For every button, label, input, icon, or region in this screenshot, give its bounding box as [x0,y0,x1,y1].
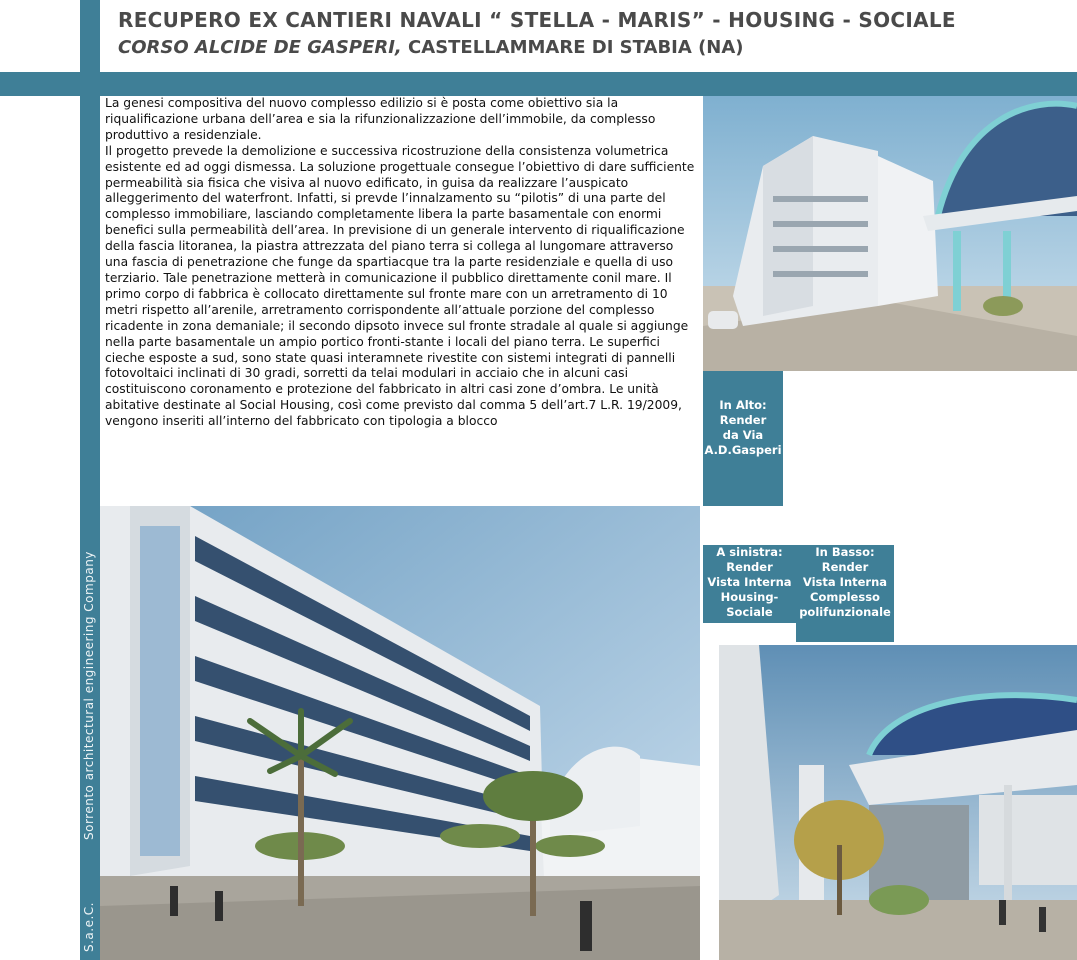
caption-bottom-line-5: polifunzionale [799,605,891,619]
caption-top-line-4: A.D.Gasperi [704,443,782,457]
caption-top-line-3: da Via [722,428,764,442]
caption-bottom-render [796,545,894,642]
header-divider-band [0,72,1077,96]
header-accent-bar [80,0,100,80]
project-description [105,96,699,430]
caption-bottom-line-3: Vista Interna [802,575,888,589]
caption-bottom-line-4: Complesso [810,590,880,604]
caption-left-line-4: Housing-Sociale [720,590,779,619]
render-bottom-right [719,645,1077,960]
caption-bottom-line-1: In Basso: [815,545,875,559]
description-paragraph-1: La genesi compositiva del nuovo complesso edilizio si è posta come obiettivo sia la riqualificazione urbana dell’area e sia la rifunzionalizzazione dell’immobile, da complesso produttivo a residenziale. [105,96,656,142]
company-initials-vertical: S.a.e.C. [82,902,96,952]
address-street: CORSO ALCIDE DE GASPERI, [118,37,402,58]
company-name-vertical: Sorrento architectural engineering Company [82,551,96,840]
caption-top-line-1: In Alto: [719,398,767,412]
render-top-right [703,96,1077,371]
caption-left-line-1: A sinistra: [716,545,783,559]
address-city: CASTELLAMMARE DI STABIA (NA) [401,37,744,58]
caption-left-line-2: Render [726,560,773,574]
caption-bottom-line-2: Render [821,560,869,574]
caption-top-render [703,371,783,491]
page-title: RECUPERO EX CANTIERI NAVALI “ STELLA - MARIS” - HOUSING - SOCIALE [118,8,956,32]
page-subtitle [118,37,744,58]
caption-left-render [703,545,796,623]
description-paragraph-2: Il progetto prevede la demolizione e successiva ricostruzione della consistenza volumetrica esistente ed ad oggi dismessa. La soluzione progettuale consegue l’obiettivo di dare sufficiente permeabilità sia fisica che visiva al nuovo edificato, in guisa da realizzare l’auspicato alleggerimento del waterfront. Infatti, si prevde l’innalzamento su “pilotis” di una parte del complesso immobiliare, lasciando completamente libera la parte basamentale con enormi benefici sulla permeabilità dell’area. In previsione di un generale intervento di riqualificazione della fascia litoranea, la piastra attrezzata del piano terra si collega al lungomare attraverso una fascia di penetrazione che funge da spartiacque tra la parte residenziale e quella di uso terziario. Tale penetrazione metterà in comunicazione il pubblico direttamente conil mare. Il primo corpo di fabbrica è collocato direttamente sul fronte mare con un arretramento di 10 metri rispetto all’arenile, arretramento corrispondente all’attuale porzione del complesso ricadente in zona demaniale; il secondo dipsoto invece sul fronte stradale al quale si aggiunge nella parte basamentale un ampio portico fronti-stante i locali del piano terra. Le superfici cieche esposte a sud, sono state quasi interamnete rivestite con sistemi integrati di pannelli fotovoltaici inclinati di 30 gradi, sorretti da telai modulari in acciaio che in alcuni casi costituiscono coronamento e protezione del fabbricato in altri casi zone d’ombra. Le unità abitative destinate al Social Housing, così come previsto dal comma 5 dell’art.7 L.R. 19/2009, vengono inseriti all’interno del fabbricato con tipologia a blocco [105,143,695,429]
caption-top-line-2: Render [719,413,767,427]
caption-left-line-3: Vista Interna [707,575,792,589]
caption-accent-bar [703,491,783,506]
render-bottom-left [100,506,700,960]
